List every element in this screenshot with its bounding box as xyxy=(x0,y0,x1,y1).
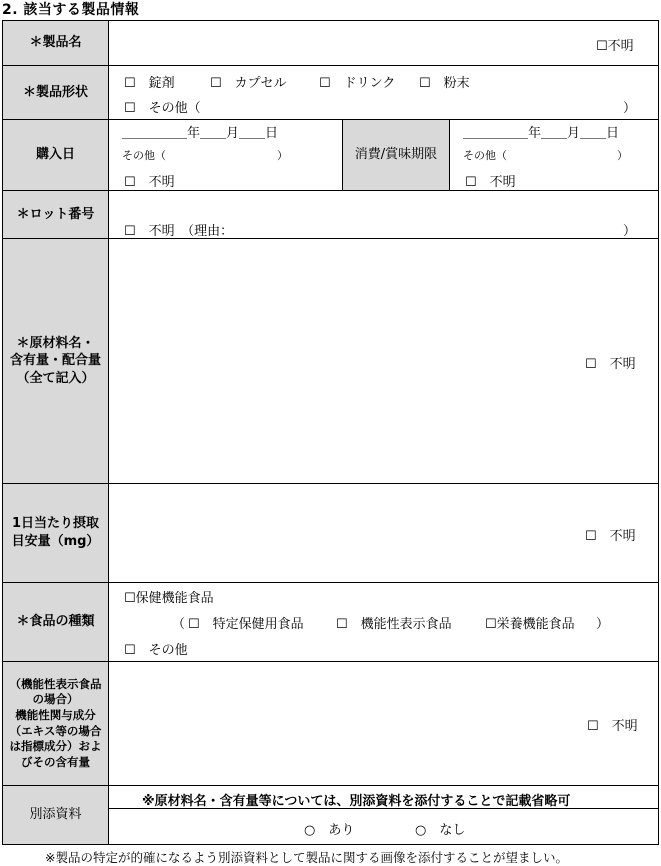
form-drink-option[interactable]: ☐ ドリンク xyxy=(319,76,396,91)
attachment-yes-radio[interactable]: ○ あり xyxy=(304,823,355,838)
section-title: 2. 該当する製品情報 xyxy=(2,2,140,18)
food-type-other-option[interactable]: ☐ その他 xyxy=(124,643,188,658)
food-type-paren-close: ） xyxy=(596,617,610,632)
label-functional-line: は指標成分）およ xyxy=(9,739,102,754)
attachment-note: ※原材料名・含有量等については、別添資料を添付することで記載省略可 xyxy=(142,794,571,809)
attachment-no-radio[interactable]: ○ なし xyxy=(415,823,466,838)
food-type-health-function-option[interactable]: ☐保健機能食品 xyxy=(124,591,214,606)
form-tablet-option[interactable]: ☐ 錠剤 xyxy=(124,76,175,91)
label-food-type: ＊食品の種類 xyxy=(3,583,108,661)
label-functional-line: びその含有量 xyxy=(21,754,90,769)
expiry-date-other-close: ） xyxy=(617,149,628,162)
purchase-date-unknown-checkbox[interactable]: ☐ 不明 xyxy=(124,175,175,190)
label-daily-intake-line: 1日当たり摂取 xyxy=(11,516,100,532)
form-other-close: ） xyxy=(623,101,637,116)
label-functional-line: の場合） xyxy=(32,692,79,707)
label-expiry-date: 消費/賞味期限 xyxy=(343,120,449,190)
expiry-date-line[interactable]: ＿＿＿＿＿年＿＿月＿＿日 xyxy=(463,126,620,141)
lot-unknown-checkbox[interactable]: ☐ 不明 （理由： xyxy=(124,224,234,239)
ingredients-unknown-checkbox[interactable]: ☐ 不明 xyxy=(585,357,636,372)
daily-intake-unknown-checkbox[interactable]: ☐ 不明 xyxy=(585,529,636,544)
food-type-nutrient-function-option[interactable]: ☐栄養機能食品 xyxy=(485,617,575,632)
food-type-paren-open: （ xyxy=(172,617,186,632)
label-purchase-date: 購入日 xyxy=(3,120,108,190)
functional-unknown-checkbox[interactable]: ☐ 不明 xyxy=(587,719,638,734)
purchase-date-other-close: ） xyxy=(277,149,288,162)
label-ingredients-line: （全て記入） xyxy=(16,370,95,386)
form-other-option[interactable]: ☐ その他（ xyxy=(124,101,201,116)
lot-reason-close: ） xyxy=(623,224,637,239)
label-daily-intake xyxy=(3,484,108,582)
label-daily-intake-line: 目安量（mg） xyxy=(11,534,100,549)
purchase-date-line[interactable]: ＿＿＿＿＿年＿＿月＿＿日 xyxy=(122,126,279,141)
form-powder-option[interactable]: ☐ 粉末 xyxy=(419,76,470,91)
label-functional-ingredient xyxy=(3,662,108,785)
label-functional-line: 機能性関与成分 xyxy=(15,707,96,722)
label-ingredients xyxy=(3,239,108,483)
label-ingredients-line: ＊原材料名・ xyxy=(16,335,95,351)
label-ingredients-line: 含有量・配合量 xyxy=(9,353,101,369)
product-name-unknown-checkbox[interactable]: ☐不明 xyxy=(596,39,634,54)
label-functional-line: （機能性表示食品 xyxy=(9,676,102,691)
label-lot-number: ＊ロット番号 xyxy=(3,191,108,238)
form-capsule-option[interactable]: ☐ カプセル xyxy=(210,76,287,91)
expiry-date-unknown-checkbox[interactable]: ☐ 不明 xyxy=(465,175,516,190)
label-attachment: 別添資料 xyxy=(3,786,108,844)
footnote: ※製品の特定が的確になるよう別添資料として製品に関する画像を添付することが望ましい。 xyxy=(45,850,568,865)
product-info-table xyxy=(2,20,659,845)
purchase-date-other[interactable]: その他（ xyxy=(122,149,166,162)
expiry-date-other[interactable]: その他（ xyxy=(463,149,507,162)
food-type-functional-claim-option[interactable]: ☐ 機能性表示食品 xyxy=(336,617,452,632)
label-product-form: ＊製品形状 xyxy=(3,66,108,119)
food-type-specified-health-option[interactable]: ☐ 特定保健用食品 xyxy=(188,617,304,632)
label-functional-line: （エキス等の場合 xyxy=(9,723,102,738)
label-product-name: ＊製品名 xyxy=(3,21,108,65)
